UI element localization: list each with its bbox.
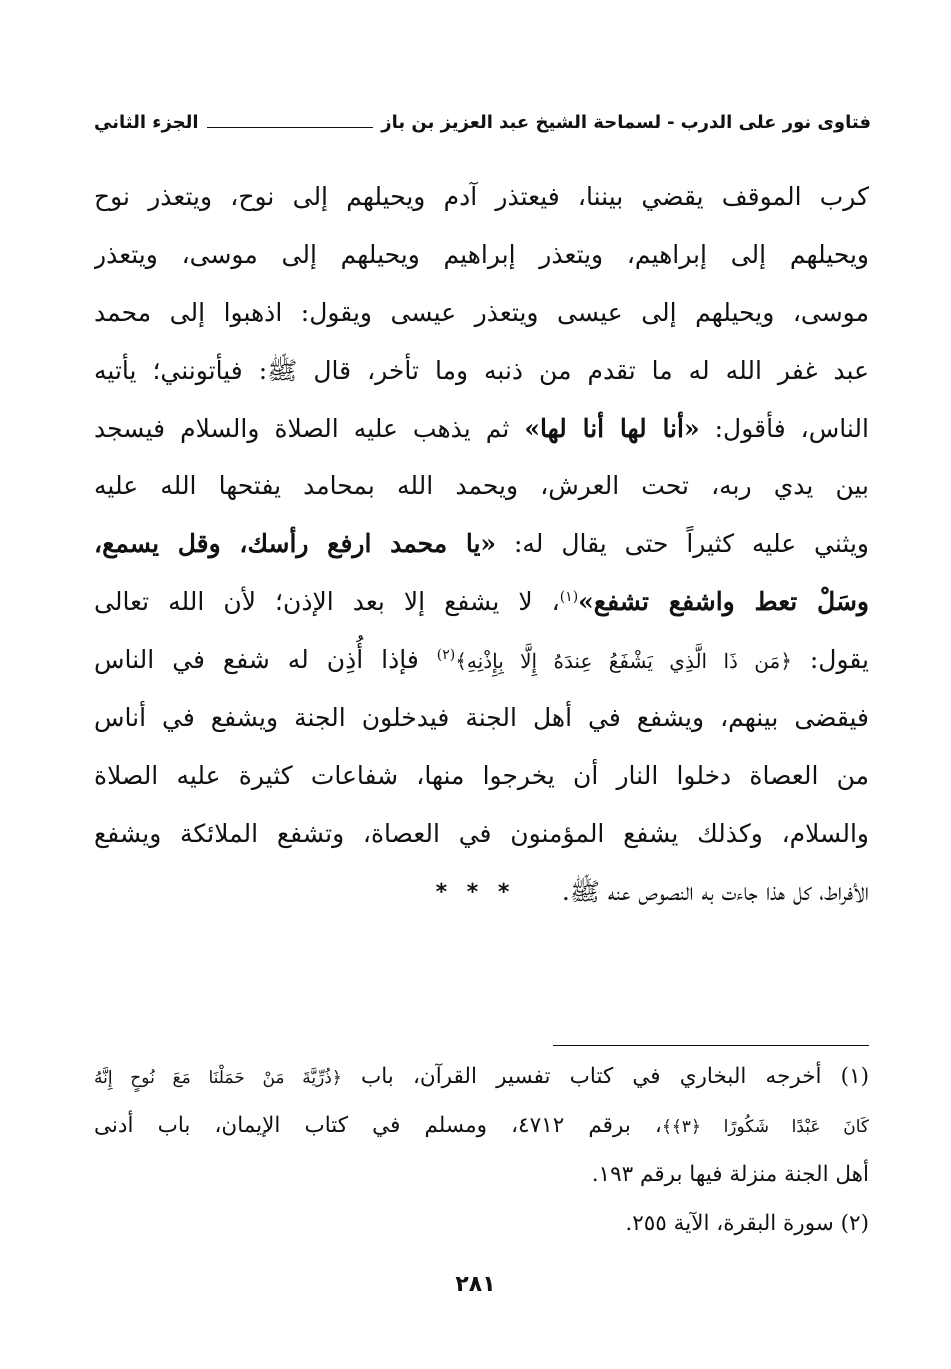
text-line <box>94 226 869 284</box>
quran-quote: كَانَ عَبْدًا شَكُورًا ﴿٣﴾﴾ <box>661 1117 869 1137</box>
page-number: ٢٨١ <box>455 1272 496 1297</box>
hadith-quote: وسَلْ تعط واشفع تشفع» <box>578 587 869 617</box>
text-line <box>94 747 869 805</box>
text-run: أهل الجنة منزلة فيها برقم ١٩٣. <box>591 1162 869 1187</box>
text-run: الناس، فأقول: <box>699 413 869 443</box>
text-run: ، لا يشفع إلا بعد الإذن؛ لأن الله تعالى <box>94 587 560 617</box>
quran-quote: ﴿ذُرِّيَّةَ مَنْ حَمَلْنَا مَعَ نُوحٍ إِنَّهُ <box>94 1068 342 1088</box>
hadith-quote: «يا محمد ارفع رأسك، وقل يسمع، <box>94 529 497 559</box>
text-line <box>94 284 869 342</box>
footnote-line <box>94 1101 869 1150</box>
text-run: (٢) سورة البقرة، الآية ٢٥٥. <box>625 1211 869 1236</box>
text-run: ، برقم ٤٧١٢، ومسلم في كتاب الإيمان، باب أدنى <box>94 1113 662 1138</box>
footnote-line <box>94 1150 869 1199</box>
text-run: فيقضى بينهم، ويشفع في أهل الجنة فيدخلون الجنة ويشفع في أناس <box>94 703 869 733</box>
hadith-quote: «أنا لها أنا لها» <box>524 413 700 443</box>
text-line <box>94 573 869 631</box>
text-run: الأفراط، كل هذا جاءت به النصوص عنه ﷺ. <box>561 876 869 906</box>
text-run: عبد غفر الله له ما تقدم من ذنبه وما تأخر، قال ﷺ: فيأتونني؛ يأتيه <box>94 355 869 385</box>
footnote-ref: (١) <box>559 589 579 606</box>
text-line <box>94 168 869 226</box>
running-header <box>94 104 871 140</box>
header-rule <box>207 127 374 128</box>
text-line <box>94 515 869 573</box>
text-run: موسى، ويحيلهم إلى عيسى ويتعذر عيسى ويقول: اذهبوا إلى محمد <box>94 297 869 327</box>
text-run: ثم يذهب عليه الصلاة والسلام فيسجد <box>94 413 525 443</box>
body-text <box>94 168 869 921</box>
footnote-rule <box>553 1045 869 1046</box>
footnotes <box>94 1052 869 1248</box>
text-line <box>94 689 869 747</box>
header-volume: الجزء الثاني <box>94 111 199 133</box>
header-dash: - <box>667 111 675 133</box>
text-run: ويحيلهم إلى إبراهيم، ويتعذر إبراهيم ويحيلهم إلى موسى، ويتعذر <box>94 239 869 269</box>
text-run: كرب الموقف يقضي بيننا، فيعتذر آدم ويحيلهم إلى نوح، ويتعذر نوح <box>94 182 869 211</box>
footnote-line <box>94 1052 869 1101</box>
text-run: يقول: <box>791 645 869 675</box>
footnote-ref: (٢) <box>436 647 456 664</box>
text-run: والسلام، وكذلك يشفع المؤمنون في العصاة، وتشفع الملائكة ويشفع <box>94 818 869 848</box>
text-line <box>94 342 869 400</box>
section-separator: * * * <box>435 880 516 905</box>
header-book-title: فتاوى نور على الدرب <box>680 111 871 133</box>
text-run: بين يدي ربه، تحت العرش، ويحمد الله بمحامد يفتحها الله عليه <box>94 471 869 501</box>
text-line <box>94 400 869 458</box>
text-line <box>94 805 869 863</box>
text-line <box>94 457 869 515</box>
text-line <box>94 631 869 689</box>
text-run: من العصاة دخلوا النار أن يخرجوا منها، شفاعات كثيرة عليه الصلاة <box>94 760 869 790</box>
quran-quote: ﴿مَن ذَا الَّذِي يَشْفَعُ عِندَهُ إِلَّا بِإِذْنِهِ﴾ <box>455 649 792 674</box>
footnote-line <box>94 1199 869 1248</box>
text-run: فإذا أُذِن له شفع في الناس <box>94 645 437 675</box>
text-run: (١) أخرجه البخاري في كتاب تفسير القرآن، باب <box>341 1064 869 1089</box>
header-author: لسماحة الشيخ عبد العزيز بن باز <box>381 111 662 133</box>
text-run: ويثني عليه كثيراً حتى يقال له: <box>496 529 869 559</box>
